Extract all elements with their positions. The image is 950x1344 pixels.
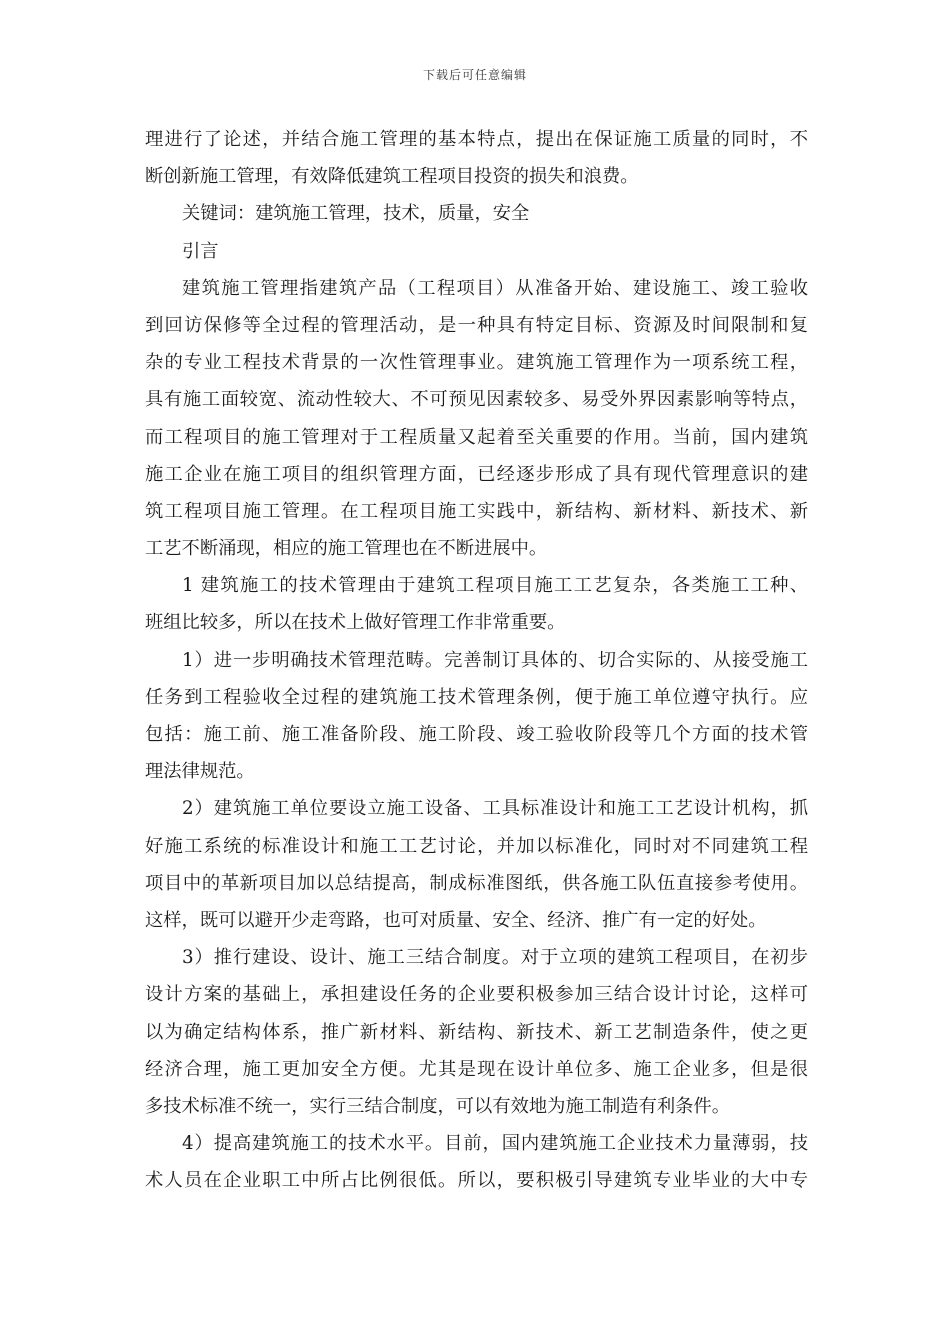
text-line: 任务到工程验收全过程的建筑施工技术管理条例，便于施工单位遵守执行。应 xyxy=(145,686,808,708)
paragraph xyxy=(145,642,808,791)
paragraph xyxy=(145,121,808,195)
text-line: 筑工程项目施工管理。在工程项目施工实践中，新结构、新材料、新技术、新 xyxy=(145,500,808,522)
text-line: 具有施工面较宽、流动性较大、不可预见因素较多、易受外界因素影响等特点， xyxy=(145,389,808,411)
text-line: 多技术标准不统一，实行三结合制度，可以有效地为施工制造有利条件。 xyxy=(145,1095,730,1117)
text-line: 理法律规范。 xyxy=(145,761,255,783)
text-line: 工艺不断涌现，相应的施工管理也在不断进展中。 xyxy=(145,538,548,560)
text-line: 杂的专业工程技术背景的一次性管理事业。建筑施工管理作为一项系统工程， xyxy=(145,352,808,374)
text-line: 4）提高建筑施工的技术水平。目前，国内建筑施工企业技术力量薄弱，技 xyxy=(182,1133,808,1155)
text-line: 经济合理，施工更加安全方便。尤其是现在设计单位多、施工企业多，但是很 xyxy=(145,1058,808,1080)
text-line: 到回访保修等全过程的管理活动，是一种具有特定目标、资源及时间限制和复 xyxy=(145,314,808,336)
paragraph xyxy=(145,567,808,641)
document-body xyxy=(145,121,808,1199)
paragraph xyxy=(145,195,808,232)
text-line: 设计方案的基础上，承担建设任务的企业要积极参加三结合设计讨论，这样可 xyxy=(145,984,808,1006)
text-line: 施工企业在施工项目的组织管理方面，已经逐步形成了具有现代管理意识的建 xyxy=(145,463,808,485)
text-line: 断创新施工管理，有效降低建筑工程项目投资的损失和浪费。 xyxy=(145,166,639,188)
paragraph xyxy=(145,233,808,270)
text-line: 项目中的革新项目加以总结提高，制成标准图纸，供各施工队伍直接参考使用。 xyxy=(145,872,808,894)
page-header: 下载后可任意编辑 xyxy=(422,68,527,82)
text-line: 术人员在企业职工中所占比例很低。所以，要积极引导建筑专业毕业的大中专 xyxy=(145,1170,808,1192)
text-line: 关键词：建筑施工管理，技术，质量，安全 xyxy=(182,203,530,225)
text-line: 理进行了论述，并结合施工管理的基本特点，提出在保证施工质量的同时，不 xyxy=(145,129,808,150)
paragraph xyxy=(145,790,808,939)
paragraph xyxy=(145,939,808,1125)
text-line: 1 建筑施工的技术管理由于建筑工程项目施工工艺复杂，各类施工工种、 xyxy=(182,575,808,597)
text-line: 建筑施工管理指建筑产品（工程项目）从准备开始、建设施工、竣工验收 xyxy=(182,277,808,299)
paragraph xyxy=(145,1125,808,1199)
text-line: 这样，既可以避开少走弯路，也可对质量、安全、经济、推广有一定的好处。 xyxy=(145,909,767,931)
text-line: 以为确定结构体系，推广新材料、新结构、新技术、新工艺制造条件，使之更 xyxy=(145,1021,808,1043)
text-line: 包括：施工前、施工准备阶段、施工阶段、竣工验收阶段等几个方面的技术管 xyxy=(145,724,808,745)
text-line: 班组比较多，所以在技术上做好管理工作非常重要。 xyxy=(145,612,566,634)
text-line: 而工程项目的施工管理对于工程质量又起着至关重要的作用。当前，国内建筑 xyxy=(145,426,808,448)
text-line: 3）推行建设、设计、施工三结合制度。对于立项的建筑工程项目，在初步 xyxy=(182,947,808,969)
paragraph xyxy=(145,270,808,568)
text-line: 2）建筑施工单位要设立施工设备、工具标准设计和施工工艺设计机构，抓 xyxy=(182,798,808,820)
text-line: 引言 xyxy=(182,240,219,262)
text-line: 1）进一步明确技术管理范畴。完善制订具体的、切合实际的、从接受施工 xyxy=(182,649,808,671)
text-line: 好施工系统的标准设计和施工工艺讨论，并加以标准化，同时对不同建筑工程 xyxy=(145,835,808,857)
